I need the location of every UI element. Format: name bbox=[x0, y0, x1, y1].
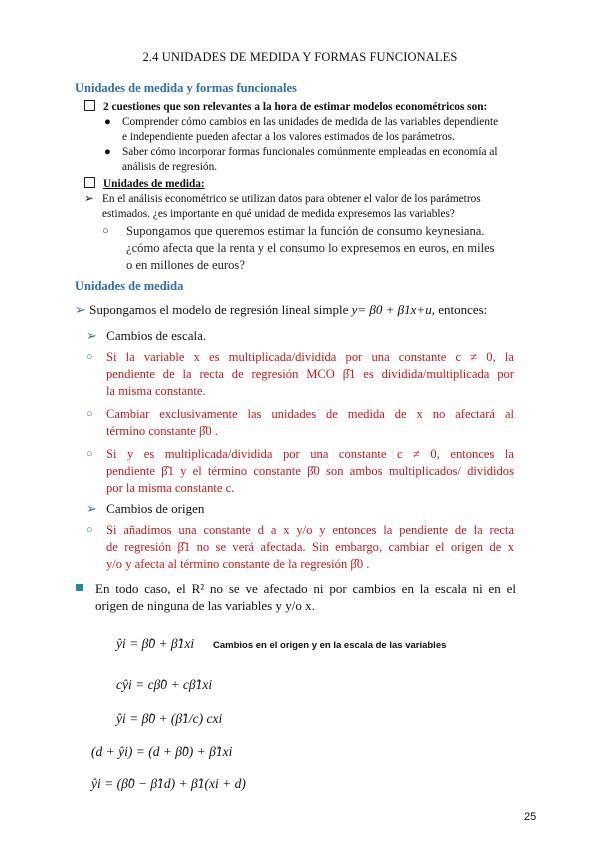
model-end: , entonces: bbox=[431, 302, 488, 317]
list-item bbox=[102, 145, 542, 175]
origin-item bbox=[86, 522, 514, 573]
origin-title bbox=[86, 501, 204, 517]
box-item-units bbox=[84, 177, 205, 192]
bullet-line: e independiente pueden afectar a los valores estimados de los parámetros. bbox=[122, 131, 455, 143]
page-title: 2.4 UNIDADES DE MEDIDA Y FORMAS FUNCIONALES bbox=[142, 50, 458, 64]
model-equation: y= β0 + β1x+u bbox=[351, 302, 432, 317]
bullet-line: Saber cómo incorporar formas funcionales comúnmente empleadas en economía al bbox=[122, 146, 498, 158]
box-item-questions bbox=[84, 100, 544, 115]
list-item bbox=[102, 115, 542, 145]
circle-bullet-icon: ○ bbox=[86, 408, 93, 420]
bullet-line: Comprender cómo cambios en las unidades de medida de las variables dependiente bbox=[122, 116, 499, 128]
sub-item-keynes bbox=[102, 223, 542, 274]
scale-line: la misma constante. bbox=[106, 384, 206, 398]
equation-5: ŷi = (β̂0 − β̂1d) + β̂1(xi + d) bbox=[91, 776, 246, 791]
equation-1: ŷi = β̂0 + β̂1xi bbox=[116, 636, 195, 651]
circle-bullet-icon: ○ bbox=[86, 448, 93, 460]
circle-bullet-icon: ○ bbox=[86, 351, 93, 363]
model-intro: Supongamos el modelo de regresión lineal simple bbox=[89, 302, 349, 317]
section-heading-units: Unidades de medida bbox=[75, 279, 184, 293]
equations-caption: Cambios en el origen y en la escala de las variables bbox=[213, 640, 447, 651]
sub-line: Supongamos que queremos estimar la función de consumo keynesiana. bbox=[126, 224, 485, 238]
list-item bbox=[86, 446, 514, 497]
model-statement bbox=[75, 302, 545, 318]
note-r2 bbox=[76, 580, 516, 614]
arrow-line: estimados. ¿es importante en qué unidad de medida expresemos las variables? bbox=[102, 208, 455, 220]
arrow-right-icon: ➢ bbox=[86, 501, 97, 516]
origin-line: de regresión β̂1 no se verá afectada. Sin embargo, cambiar el origen de x bbox=[106, 540, 514, 554]
scale-line: Si y es multiplicada/dividida por una constante c ≠ 0, entonces la bbox=[106, 447, 514, 461]
origin-line: Si añadimos una constante d a x y/o y entonces la pendiente de la recta bbox=[106, 523, 514, 537]
list-item bbox=[86, 522, 514, 573]
equation-3: ŷi = β̂0 + (β̂1/c) cxi bbox=[116, 711, 223, 726]
scale-line: Si la variable x es multiplicada/dividida por una constante c ≠ 0, la bbox=[106, 350, 514, 364]
note-line: origen de ninguna de las variables y y/o x. bbox=[95, 598, 315, 613]
equation-4: (d + ŷi) = (d + β̂0) + β̂1xi bbox=[91, 744, 233, 759]
bullet-line: análisis de regresión. bbox=[122, 161, 218, 173]
square-bullet-icon bbox=[76, 584, 83, 591]
box-item-text: 2 cuestiones que son relevantes a la hora de estimar modelos econométricos son: bbox=[103, 101, 488, 113]
arrow-right-icon: ➢ bbox=[86, 328, 97, 343]
origin-title-text: Cambios de origen bbox=[106, 501, 205, 516]
arrow-item-analysis bbox=[84, 192, 544, 222]
section-heading-units-forms: Unidades de medida y formas funcionales bbox=[75, 81, 297, 95]
scale-list bbox=[86, 349, 514, 497]
arrow-line: En el análisis econométrico se utilizan datos para obtener el valor de los parámetros bbox=[102, 193, 481, 205]
bullet-dot-icon: ● bbox=[104, 116, 111, 128]
circle-bullet-icon: ○ bbox=[86, 524, 93, 536]
bullet-dot-icon: ● bbox=[104, 146, 111, 158]
bullet-list bbox=[102, 115, 542, 175]
checkbox-square-icon bbox=[84, 100, 95, 111]
scale-line: pendiente de la recta de regresión MCO β̂1 es dividida/multiplicada por bbox=[106, 367, 514, 381]
scale-title-text: Cambios de escala. bbox=[106, 328, 207, 343]
circle-bullet-icon: ○ bbox=[102, 225, 109, 237]
sub-line: ¿cómo afecta que la renta y el consumo lo expresemos en euros, en miles bbox=[126, 241, 495, 255]
scale-line: pendiente β̂1 y el término constante β̂0 son ambos multiplicados/ divididos bbox=[106, 464, 514, 478]
scale-line: Cambiar exclusivamente las unidades de medida de x no afectará al bbox=[106, 407, 514, 421]
sub-line: o en millones de euros? bbox=[126, 258, 245, 272]
scale-line: término constante β̂0 . bbox=[106, 424, 219, 438]
list-item bbox=[86, 406, 514, 440]
scale-title bbox=[86, 328, 206, 344]
list-item bbox=[86, 349, 514, 400]
arrow-right-icon: ➢ bbox=[75, 302, 86, 317]
page-number: 25 bbox=[524, 811, 537, 823]
arrow-right-icon: ➢ bbox=[84, 193, 94, 205]
box-item-text: Unidades de medida: bbox=[103, 178, 205, 190]
note-line: En todo caso, el R² no se ve afectado ni por cambios en la escala ni en el bbox=[95, 581, 516, 596]
scale-line: por la misma constante c. bbox=[106, 481, 235, 495]
origin-line: y/o y afecta al término constante de la regresión β̂0 . bbox=[106, 557, 370, 571]
equation-2: cŷi = cβ̂0 + cβ̂1xi bbox=[116, 677, 213, 692]
checkbox-square-icon bbox=[84, 177, 95, 188]
